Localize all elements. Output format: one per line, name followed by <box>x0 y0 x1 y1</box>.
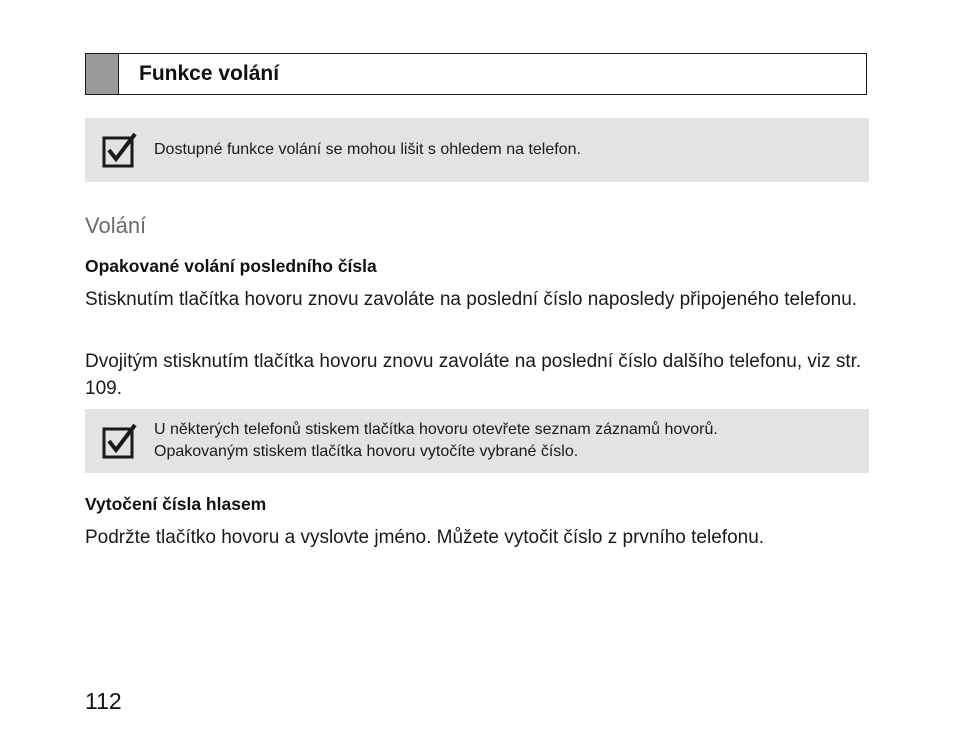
note-box-availability <box>85 118 869 182</box>
checkbox-checked-icon <box>85 132 154 168</box>
page-number: 112 <box>85 688 122 714</box>
voice-dial-heading: Vytočení čísla hlasem <box>85 494 267 514</box>
checkbox-checked-icon <box>85 423 154 459</box>
note-line-1: U některých telefonů stiskem tlačítka hovoru otevřete seznam záznamů hovorů. <box>154 421 718 438</box>
section-title: Volání <box>85 213 147 238</box>
note-text <box>154 419 718 463</box>
voice-dial-paragraph: Podržte tlačítko hovoru a vyslovte jméno. Můžete vytočit číslo z prvního telefonu. <box>85 527 765 548</box>
chapter-title: Funkce volání <box>139 62 280 85</box>
redial-heading: Opakované volání posledního čísla <box>85 256 377 276</box>
note-text: Dostupné funkce volání se mohou lišit s ohledem na telefon. <box>154 141 581 158</box>
redial-paragraph-2: Dvojitým stisknutím tlačítka hovoru znovu zavoláte na poslední číslo dalšího telefonu, viz str. 109. <box>85 351 862 399</box>
note-line-2: Opakovaným stiskem tlačítka hovoru vytočíte vybrané číslo. <box>154 443 579 460</box>
header-tab-marker <box>86 54 119 94</box>
chapter-header <box>85 53 867 95</box>
redial-paragraph-1: Stisknutím tlačítka hovoru znovu zavoláte na poslední číslo naposledy připojeného telefonu. <box>85 289 858 310</box>
note-box-call-log <box>85 409 869 473</box>
